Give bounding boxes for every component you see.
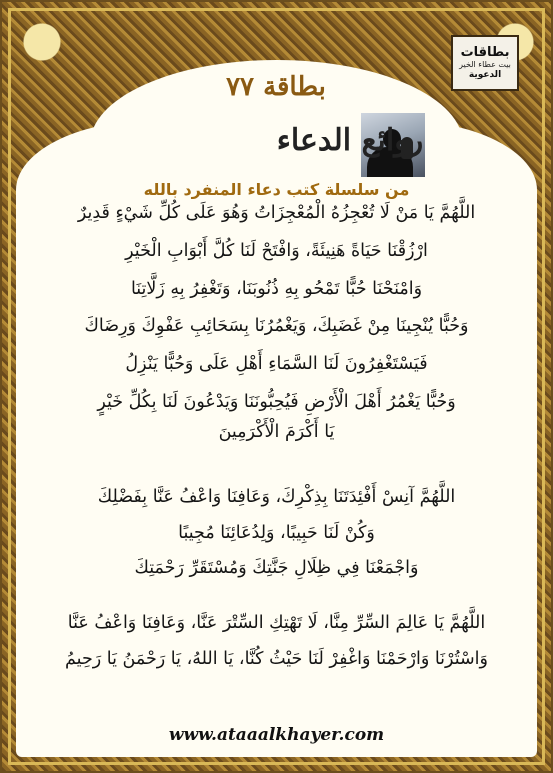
supplication-line: وَحُبًّا يُنْجِينَا مِنْ غَضَبِكَ، وَيَغْمُرُنَا بِسَحَائِبِ عَفْوِكَ وَرِضَاكَ (84, 316, 469, 336)
main-title: روائع الدعاء (276, 123, 424, 158)
logo-line-1: بطاقات (460, 44, 510, 60)
card-number-title: بطاقة ٧٧ (226, 72, 326, 102)
publisher-logo (451, 35, 519, 91)
supplication-line: اللَّهُمَّ يَا عَالِمَ السِّرِّ مِنَّا، لَا تَهْتِكِ السِّتْرَ عَنَّا، وَعَافِنَا وَاعْفُ عَنَّا (67, 613, 486, 633)
supplication-line: اللَّهُمَّ يَا مَنْ لَا تُعْجِزُهُ الْمُعْجِزَاتُ وَهُوَ عَلَى كُلِّ شَيْءٍ قَدِيرٌ (77, 203, 476, 223)
supplication-line: وَاجْمَعْنَا فِي ظِلَالِ جَنَّتِكَ وَمُسْتَقَرِّ رَحْمَتِكَ (134, 558, 419, 578)
supplication-line: وَاسْتُرْنَا وَارْحَمْنَا وَاغْفِرْ لَنَا حَيْثُ كُنَّا، يَا اللهُ، يَا رَحْمَنُ يَا رَحِيمُ (65, 649, 488, 669)
supplication-line: ارْزُقْنَا حَيَاةً هَنِيئَةً، وَافْتَحْ لَنَا كُلَّ أَبْوَابِ الْخَيْرِ (125, 241, 428, 261)
logo-line-3: الدعوية (468, 69, 502, 80)
supplication-line: فَيَسْتَغْفِرُونَ لَنَا السَّمَاءِ أَهْلِ عَلَى وَحُبًّا يَنْزِلُ (125, 354, 428, 374)
supplication-line: يَا أَكْرَمَ الْأَكْرَمِينَ (218, 422, 335, 442)
supplication-text (26, 203, 527, 683)
series-subtitle: من سلسلة كتب دعاء المنفرد بالله (143, 180, 410, 199)
logo-line-2: بيت عطاء الخير (459, 59, 511, 69)
supplication-line: وَامْنَحْنَا حُبًّا تَمْحُو بِهِ ذُنُوبَنَا، وَتَغْفِرُ بِهِ زَلَّاتِنَا (130, 279, 423, 299)
supplication-line: وَحُبًّا يَغْمُرُ أَهْلَ الْأَرْضِ فَيُحِبُّونَنَا وَيَدْعُونَ لَنَا بِكُلِّ خَيْرٍ (97, 392, 456, 412)
supplication-line: اللَّهُمَّ آنِسْ أَفْئِدَتَنَا بِذِكْرِكَ، وَعَافِنَا وَاعْفُ عَنَّا بِفَضْلِكَ (97, 487, 456, 507)
website-url: www.ataaalkhayer.com (168, 725, 385, 745)
supplication-line: وَكُنْ لَنَا حَبِيبًا، وَلِدُعَائِنَا مُجِيبًا (178, 523, 375, 543)
